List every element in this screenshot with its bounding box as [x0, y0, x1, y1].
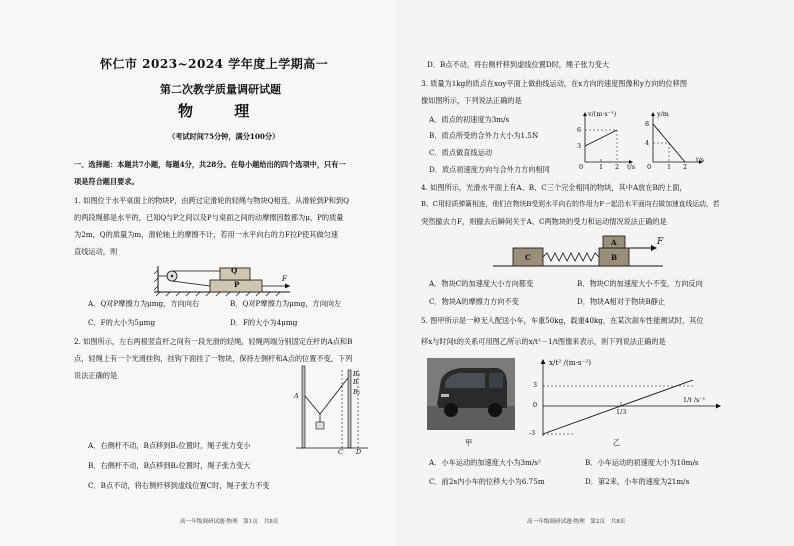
q4-force-label: F — [657, 237, 664, 247]
q4-line: 4. 如图所示，光滑水平面上有A、B、C三个完全相同的物块，其中A放在B的上面， — [421, 183, 687, 192]
q2-point-b: B — [353, 378, 358, 386]
q5-option-a[interactable]: A．小车运动的加速度大小为3m/s² — [429, 458, 541, 467]
q2-option-a[interactable]: A．右侧杆不动，B点移到B₁位置时，绳子张力变小 — [88, 441, 251, 450]
q3-v-ytick: 3 — [577, 142, 582, 150]
q2-option-d[interactable]: D．B点不动，将右侧杆移到虚线位置D时，绳子张力变大 — [427, 60, 610, 69]
q2-point-a: A — [294, 392, 299, 400]
q2-line: 点，轻绳上有一个光滑挂钩，挂钩下面挂了一物块，保持左侧杆和A点的位置不变，下列 — [74, 354, 353, 363]
subject-title: 物 理 — [178, 102, 268, 120]
exam-title: 怀仁市 2023~2024 学年度上学期高一 — [100, 57, 329, 71]
q3-v-ytick: 6 — [577, 126, 582, 134]
q1-block-q-label: Q — [231, 266, 238, 275]
q2-rope-diagram — [292, 366, 372, 456]
q3-velocity-graph — [575, 110, 635, 172]
q1-pulley-diagram — [150, 262, 300, 296]
q5-graph — [529, 358, 733, 438]
q4-block-c-label: C — [525, 253, 531, 262]
q2-point-d: D — [356, 448, 362, 456]
q2-option-c[interactable]: C．B点不动，将右侧杆移到虚线位置C时，绳子张力不变 — [88, 481, 270, 490]
q1-option-d[interactable]: D．F的大小为4μmg — [230, 318, 298, 327]
q5-ytick: 3 — [533, 381, 538, 389]
q1-line: 1. 如图位于水平桌面上的物块P，由跨过定滑轮的轻绳与物块Q相连，从滑轮到P和到Q — [74, 196, 349, 205]
q5-ytick: 0 — [533, 401, 538, 409]
q3-v-xlabel: t/s — [627, 163, 636, 171]
q5-xtick: 1/3 — [616, 408, 627, 416]
q3-y-xtick: 0 — [647, 163, 652, 171]
q3-y-xtick: 1 — [667, 163, 672, 171]
left-page-footer: 高一年级调研试题·物理 第1页 共8页 — [180, 519, 279, 525]
q3-option-c[interactable]: C．质点做直线运动 — [429, 148, 493, 157]
q2-line: 2. 如图所示，左右两根竖直杆之间有一段光滑的轻绳，轻绳两端分别固定在杆的A点和B — [74, 337, 353, 346]
q5-ylabel: x/t² /(m·s⁻²) — [549, 358, 592, 367]
q5-caption-b: 乙 — [613, 438, 621, 447]
q5-line: 5. 图甲所示是一种无人配送小车，车重50kg，载重40kg，在某次刹车性能测试时，其位 — [421, 316, 704, 325]
q2-point-c: C — [338, 448, 343, 456]
q3-v-xtick: 2 — [615, 163, 620, 171]
q4-option-b[interactable]: B．物块C的加速度大小不变，方向反向 — [577, 279, 703, 288]
q3-v-xtick: 1 — [599, 163, 604, 171]
q5-ytick: -3 — [529, 429, 536, 437]
q3-line: 像如图所示，下列说法正确的是 — [421, 96, 522, 105]
q1-option-c[interactable]: C．F的大小为5μmg — [88, 318, 156, 327]
q4-line: 突然撤去力F，则撤去后瞬间关于A、C两物块的受力和运动情况说法正确的是 — [421, 217, 667, 226]
q1-line: 为2m，Q的质量为m，滑轮轴上的摩擦不计，若用一水平向右的力F拉P使其做匀速 — [74, 230, 338, 239]
q3-displacement-graph — [643, 110, 709, 172]
q3-v-xtick: 0 — [579, 163, 584, 171]
q4-option-c[interactable]: C．物块A的摩擦力方向不变 — [429, 297, 519, 306]
q2-option-b[interactable]: B．右侧杆不动，B点移到B₂位置时，绳子张力变大 — [88, 461, 251, 470]
q1-option-a[interactable]: A．Q对P摩擦力为μmg，方向向右 — [88, 299, 200, 308]
q3-v-ylabel: v/(m·s⁻¹) — [588, 110, 617, 118]
exam-info: （考试时间75分钟，满分100分） — [168, 132, 280, 141]
q5-caption-a: 甲 — [465, 438, 473, 447]
q4-block-b-label: B — [611, 253, 618, 262]
q3-option-b[interactable]: B．质点所受的合外力大小为1.5N — [429, 131, 539, 140]
q2-point-b2: B₂ — [353, 388, 361, 396]
q1-block-p-label: P — [234, 280, 240, 289]
q5-line: 移x与时间t的关系可用图乙所示的x/t²－1/t图像来表示，则下列说法正确的是 — [421, 337, 666, 346]
q3-y-xtick: 2 — [683, 163, 688, 171]
exam-subtitle: 第二次教学质量调研试题 — [160, 83, 281, 96]
q4-block-a-label: A — [611, 238, 617, 247]
q5-option-b[interactable]: B．小车运动的初速度大小为10m/s — [585, 458, 699, 467]
q4-option-a[interactable]: A．物块C的加速度大小方向都变 — [429, 279, 534, 288]
q5-option-d[interactable]: D．第2来，小车的速度为21m/s — [585, 477, 690, 486]
q3-option-d[interactable]: D．质点初速度方向与合外力方向相同 — [429, 165, 550, 174]
q3-y-ytick: 4 — [645, 139, 650, 147]
q4-spring-diagram — [491, 234, 671, 272]
q3-line: 3. 质量为1kg的质点在xoy平面上做曲线运动，在x方向的速度图像和y方向的位移图 — [421, 79, 688, 88]
q1-option-b[interactable]: B．Q对P摩擦力为μmg，方向向左 — [230, 299, 342, 308]
section1-heading-cont: 项是符合题目要求。 — [74, 177, 139, 186]
q3-y-ytick: 8 — [645, 120, 650, 128]
q4-line: B、C用轻质弹簧相连，他们在物块B受到水平向右的作用力F一起沿水平面向右做加速直线运动，若 — [421, 200, 720, 208]
right-page — [397, 0, 794, 546]
q3-y-ylabel: y/m — [657, 110, 669, 118]
right-page-footer: 高一年级调研试题·物理 第2页 共8页 — [527, 519, 626, 525]
section1-heading: 一、选择题：本题共7小题，每题4分，共28分。在每小题给出的四个选项中，只有一 — [74, 160, 346, 169]
q1-line: 的两段绳都是水平的，已知Q与P之间以及P与桌面之间的动摩擦因数都为μ，P的质量 — [74, 213, 344, 222]
q3-y-xlabel: t/s — [696, 156, 705, 164]
q5-option-c[interactable]: C．前2s内小车的位移大小为6.75m — [429, 477, 545, 486]
q2-point-b1: B₁ — [353, 370, 361, 378]
q2-line: 说法正确的是 — [74, 371, 118, 380]
delivery-vehicle-photo — [427, 358, 515, 430]
q3-option-a[interactable]: A．质点的初速度为3m/s — [429, 115, 510, 124]
q1-line: 直线运动，则 — [74, 247, 118, 256]
q4-option-d[interactable]: D．物块A相对于物块B静止 — [577, 297, 666, 306]
q1-force-label: F — [282, 274, 287, 283]
q5-xlabel: 1/t /s⁻¹ — [683, 396, 706, 404]
